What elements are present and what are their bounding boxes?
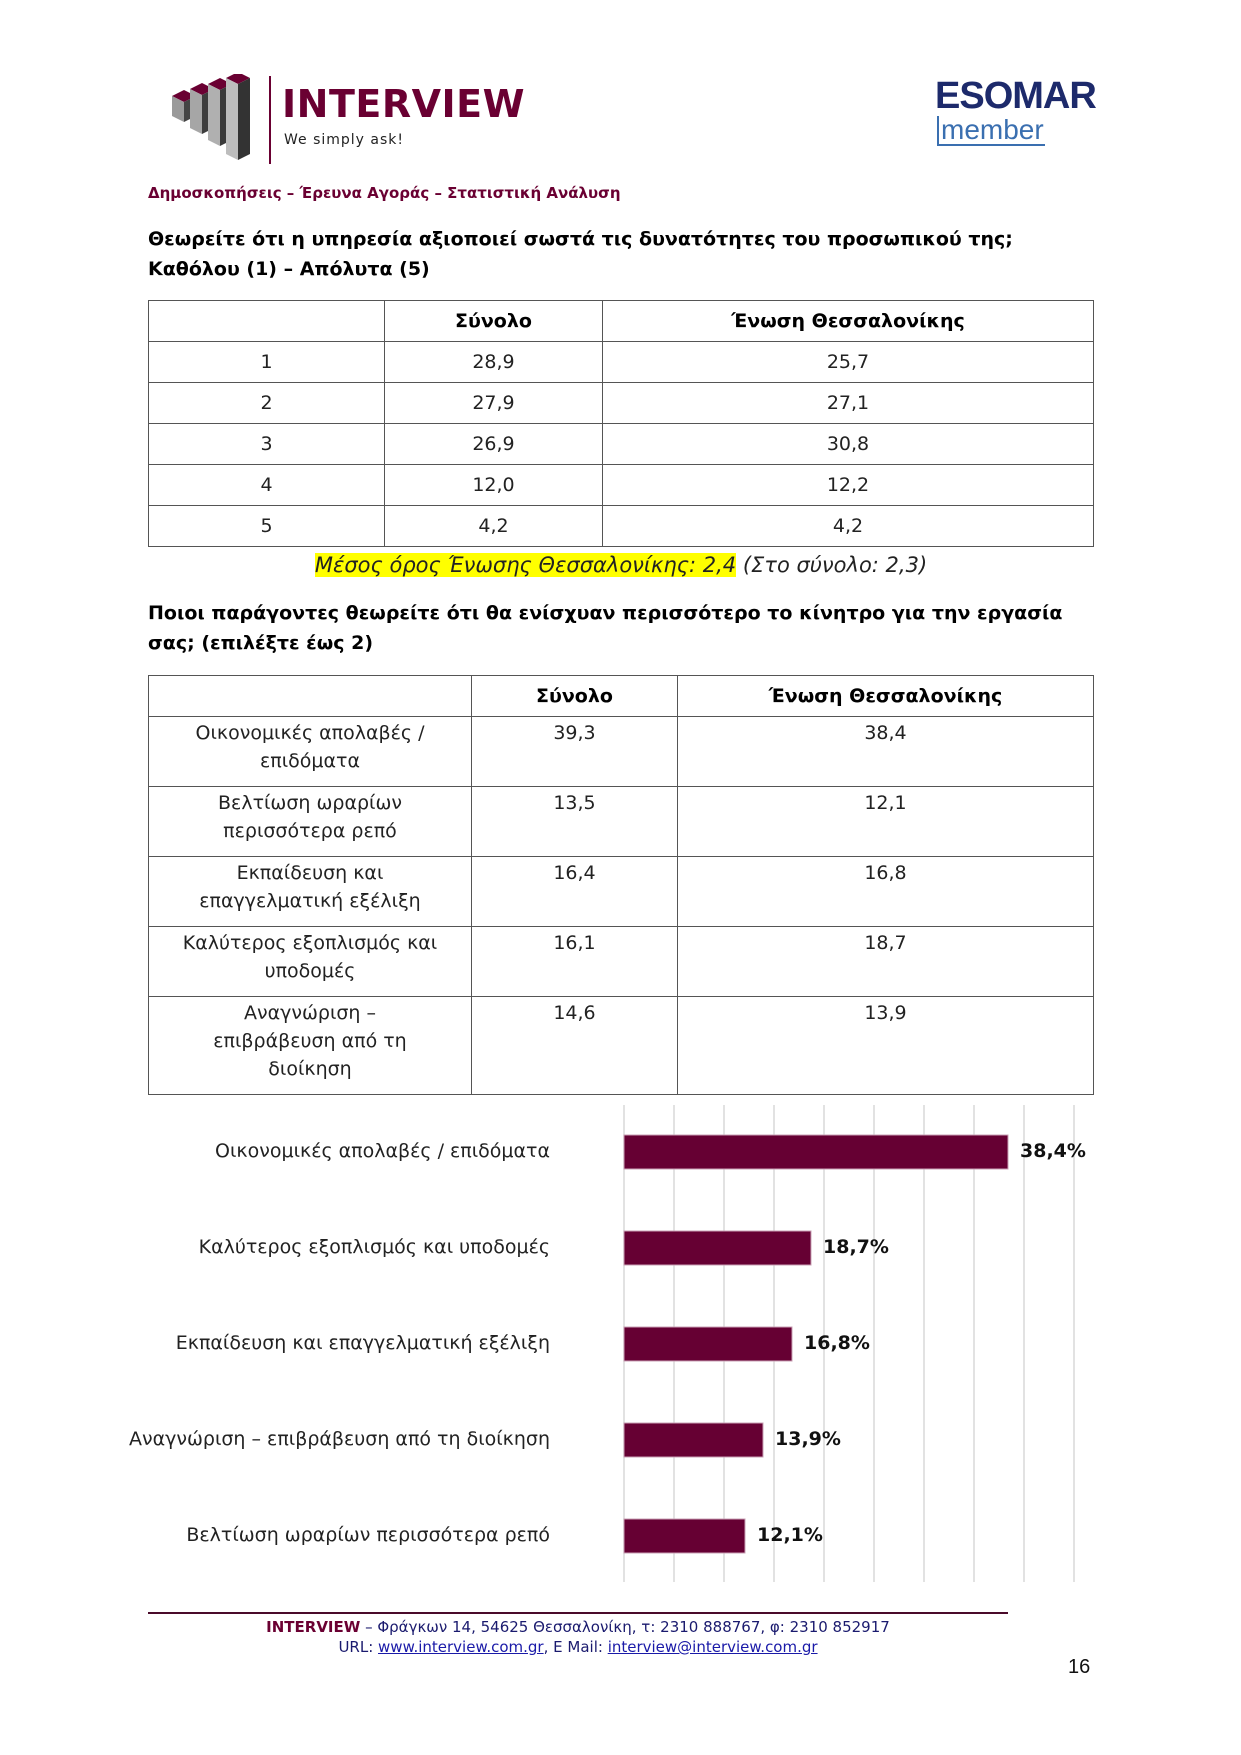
- footer-address-line: [148, 1618, 1008, 1636]
- table-row: [149, 342, 1094, 383]
- table-row: [149, 424, 1094, 465]
- row-label: 5: [149, 506, 385, 547]
- bar-chart-logo-icon: [170, 74, 270, 166]
- question-1-scale: Καθόλου (1) – Απόλυτα (5): [148, 258, 430, 280]
- row-label: 1: [149, 342, 385, 383]
- column-header-union: Ένωση Θεσσαλονίκης: [603, 301, 1094, 342]
- bar: [624, 1231, 811, 1265]
- column-header-total: Σύνολο: [385, 301, 603, 342]
- column-header-total: Σύνολο: [472, 676, 678, 717]
- footer-url-label: URL:: [338, 1638, 379, 1656]
- bar: [624, 1327, 792, 1361]
- esomar-name: ESOMAR: [935, 75, 1096, 117]
- bar: [624, 1423, 763, 1457]
- table-row: [149, 717, 1094, 787]
- total-value: 28,9: [385, 342, 603, 383]
- column-header: [149, 676, 472, 717]
- category-label: Βελτίωση ωραρίων περισσότερα ρεπό: [186, 1524, 550, 1546]
- table-row: [149, 997, 1094, 1095]
- union-value: 38,4: [678, 717, 1094, 787]
- row-label: Αναγνώριση – επιβράβευση από τη διοίκηση: [149, 997, 472, 1095]
- footer-email-label: , E Mail:: [543, 1638, 608, 1656]
- footer-contact-line: [148, 1638, 1008, 1656]
- bar: [624, 1135, 1008, 1169]
- row-label: 3: [149, 424, 385, 465]
- question-1-heading: [148, 224, 1098, 284]
- header-subtitle: Δημοσκοπήσεις – Έρευνα Αγοράς – Στατιστική Ανάλυση: [148, 184, 621, 202]
- data-label: 13,9%: [775, 1428, 841, 1450]
- total-value: 12,0: [385, 465, 603, 506]
- union-value: 27,1: [603, 383, 1094, 424]
- category-label: Καλύτερος εξοπλισμός και υποδομές: [198, 1236, 550, 1258]
- logo-tagline: We simply ask!: [284, 132, 405, 148]
- union-value: 30,8: [603, 424, 1094, 465]
- row-label: 2: [149, 383, 385, 424]
- interview-logo: [170, 74, 550, 166]
- data-label: 38,4%: [1020, 1140, 1086, 1162]
- question-2-table: [148, 675, 1094, 1095]
- union-value: 18,7: [678, 927, 1094, 997]
- esomar-logo: [935, 76, 1096, 146]
- table-row: [149, 857, 1094, 927]
- mean-summary: [148, 553, 1094, 577]
- category-label: Αναγνώριση – επιβράβευση από τη διοίκηση: [129, 1428, 550, 1450]
- row-label: Οικονομικές απολαβές / επιδόματα: [149, 717, 472, 787]
- row-label: Καλύτερος εξοπλισμός και υποδομές: [149, 927, 472, 997]
- union-value: 25,7: [603, 342, 1094, 383]
- total-value: 4,2: [385, 506, 603, 547]
- table-header-row: [149, 301, 1094, 342]
- category-label: Οικονομικές απολαβές / επιδόματα: [215, 1140, 550, 1162]
- bar: [624, 1519, 745, 1553]
- total-value: 13,5: [472, 787, 678, 857]
- total-value: 26,9: [385, 424, 603, 465]
- total-value: 27,9: [385, 383, 603, 424]
- table-header-row: [149, 676, 1094, 717]
- table-row: [149, 927, 1094, 997]
- row-label: Εκπαίδευση και επαγγελματική εξέλιξη: [149, 857, 472, 927]
- table-row: [149, 465, 1094, 506]
- total-value: 16,1: [472, 927, 678, 997]
- footer-email-link[interactable]: interview@interview.com.gr: [607, 1638, 818, 1656]
- column-header: [149, 301, 385, 342]
- question-2-title: Ποιοι παράγοντες θεωρείτε ότι θα ενίσχυαν περισσότερο το κίνητρο για την εργασία σας; (επιλέξτε έως 2): [148, 602, 1063, 654]
- table-row: [149, 506, 1094, 547]
- question-1-title: Θεωρείτε ότι η υπηρεσία αξιοποιεί σωστά τις δυνατότητες του προσωπικού της;: [148, 228, 1013, 250]
- total-value: 39,3: [472, 717, 678, 787]
- mean-total: (Στο σύνολο: 2,3): [736, 553, 928, 577]
- logo-name: INTERVIEW: [282, 82, 526, 126]
- question-1-table: [148, 300, 1094, 547]
- footer-divider: [148, 1612, 1008, 1614]
- category-label: Εκπαίδευση και επαγγελματική εξέλιξη: [175, 1332, 550, 1354]
- union-value: 4,2: [603, 506, 1094, 547]
- page-number: 16: [1068, 1656, 1091, 1678]
- union-value: 13,9: [678, 997, 1094, 1095]
- total-value: 14,6: [472, 997, 678, 1095]
- logo-divider: [269, 76, 271, 164]
- footer-address: – Φράγκων 14, 54625 Θεσσαλονίκη, τ: 2310 888767, φ: 2310 852917: [360, 1618, 890, 1636]
- esomar-member: member: [937, 116, 1045, 146]
- union-value: 16,8: [678, 857, 1094, 927]
- union-value: 12,2: [603, 465, 1094, 506]
- total-value: 16,4: [472, 857, 678, 927]
- motivation-bar-chart: [129, 1100, 1094, 1585]
- row-label: 4: [149, 465, 385, 506]
- table-row: [149, 787, 1094, 857]
- row-label: Βελτίωση ωραρίων περισσότερα ρεπό: [149, 787, 472, 857]
- footer-url-link[interactable]: www.interview.com.gr: [378, 1638, 544, 1656]
- union-value: 12,1: [678, 787, 1094, 857]
- data-label: 12,1%: [757, 1524, 823, 1546]
- footer-company: INTERVIEW: [266, 1618, 361, 1636]
- table-row: [149, 383, 1094, 424]
- column-header-union: Ένωση Θεσσαλονίκης: [678, 676, 1094, 717]
- mean-union-highlight: Μέσος όρος Ένωσης Θεσσαλονίκης: 2,4: [314, 553, 737, 577]
- data-label: 16,8%: [804, 1332, 870, 1354]
- data-label: 18,7%: [823, 1236, 889, 1258]
